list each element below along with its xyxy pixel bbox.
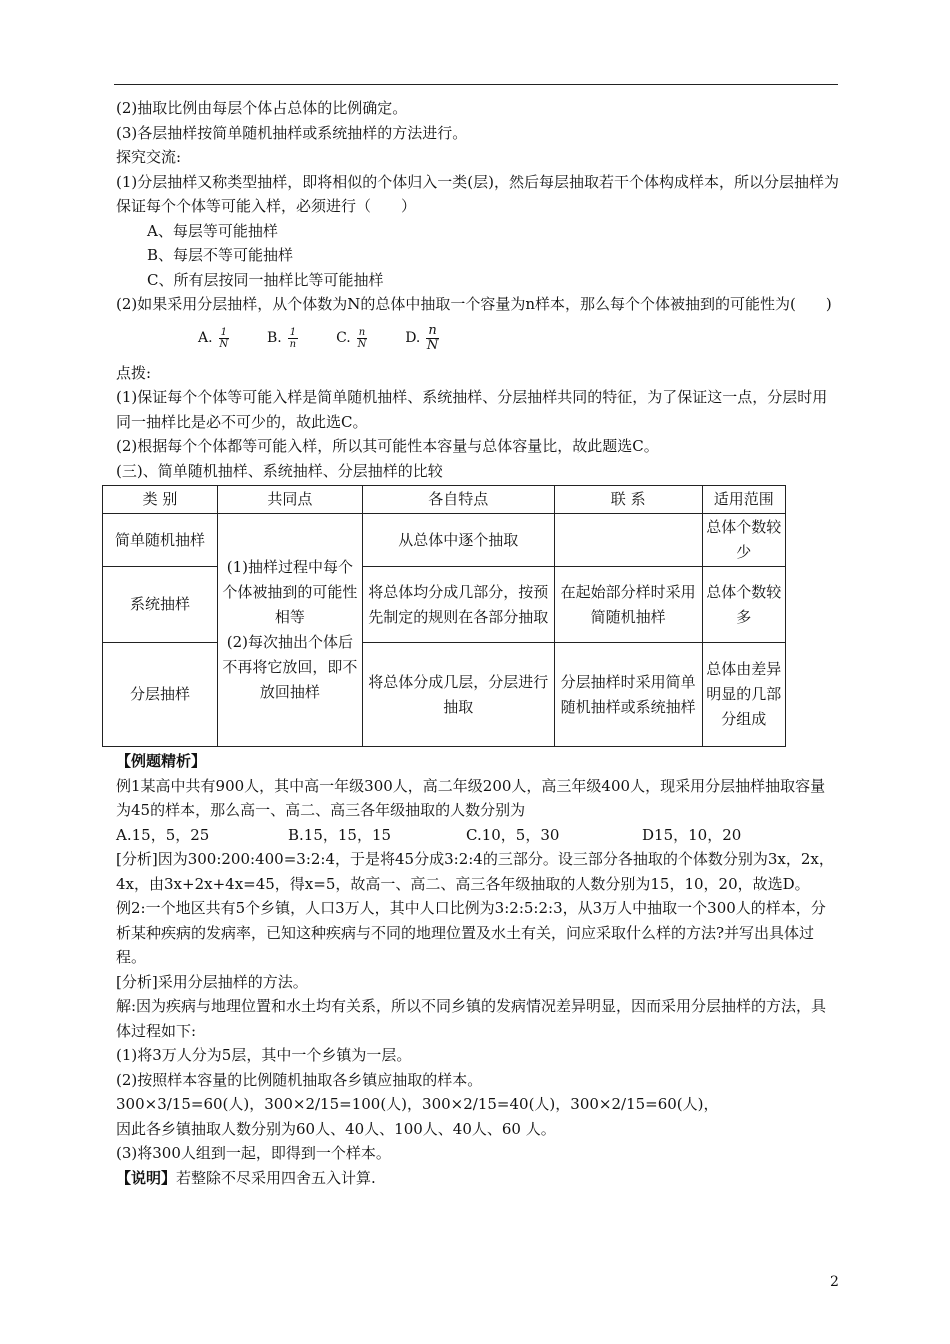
cell-common: (1)抽样过程中每个个体被抽到的可能性相等 (2)每次抽出个体后不再将它放回，即不放回抽样 [218, 514, 363, 747]
table-row [103, 643, 786, 747]
column-header: 联 系 [554, 486, 702, 514]
example-1-options [116, 823, 840, 848]
ex1-option: B.15，15，15 [288, 825, 392, 844]
comparison-table [102, 485, 786, 747]
q1-option-c: C、所有层按同一抽样比等可能抽样 [147, 270, 384, 289]
cell-scope: 总体个数较多 [702, 567, 785, 643]
fraction: $\frac{1}{N}$ [219, 327, 229, 350]
hint-1: (1)保证每个个体等可能入样是简单随机抽样、系统抽样、分层抽样共同的特征，为了保证这一点，分层时用同一抽样比是必不可少的，故此选C。 [116, 388, 828, 431]
example-2-line: (3)将300人组到一起，即得到一个样本。 [116, 1144, 391, 1162]
ex1-option: D15，10，20 [642, 825, 742, 844]
example-2-line: (1)将3万人分为5层，其中一个乡镇为一层。 [116, 1046, 412, 1064]
example-2-line: (2)按照样本容量的比例随机抽取各乡镇应抽取的样本。 [116, 1070, 483, 1089]
q2-option-b: B. $\frac{1}{n}$ [266, 327, 297, 350]
column-header: 各自特点 [362, 486, 554, 514]
q2-option-c: C. $\frac{n}{N}$ [336, 327, 367, 350]
cell-relation: 分层抽样时采用简单随机抽样或系统抽样 [554, 643, 702, 747]
text-line: (3)各层抽样按简单随机抽样或系统抽样的方法进行。 [116, 123, 468, 142]
page-number: 2 [830, 1274, 839, 1290]
table-row [103, 514, 786, 567]
cell-category: 系统抽样 [103, 567, 218, 643]
cell-feature: 从总体中逐个抽取 [362, 514, 554, 567]
note [116, 1166, 840, 1191]
table-header-row [103, 486, 786, 514]
ex1-option: C.10，5，30 [466, 825, 560, 844]
fraction: $\frac{1}{n}$ [289, 327, 297, 350]
header-rule [114, 84, 838, 85]
cell-relation [554, 514, 702, 567]
cell-category: 简单随机抽样 [103, 514, 218, 567]
column-header: 适用范围 [702, 486, 785, 514]
fraction: $\frac{n}{N}$ [357, 327, 367, 350]
note-label: 【说明】 [116, 1168, 177, 1187]
example-2-line: 例2:一个地区共有5个乡镇，人口3万人，其中人口比例为3:2:5:2:3，从3万人中抽取一个300人的样本，分析某种疾病的发病率，已知这种疾病与不同的地理位置及水土有关，问应采取什么样的方法?并写出具体过程。 [116, 899, 826, 966]
question-1: (1)分层抽样又称类型抽样，即将相似的个体归入一类(层)，然后每层抽取若干个体构成样本，所以分层抽样为保证每个个体等可能入样，必须进行（ ） [116, 172, 839, 215]
q1-option-a: A、每层等可能抽样 [147, 221, 278, 240]
table-row [103, 567, 786, 643]
hint-heading: 点拨: [116, 363, 152, 382]
q2-options [198, 317, 840, 361]
section-heading: (三)、简单随机抽样、系统抽样、分层抽样的比较 [116, 461, 443, 480]
hint-2: (2)根据每个个体都等可能入样，所以其可能性本容量与总体容量比，故此题选C。 [116, 437, 659, 455]
text-line: (2)抽取比例由每层个体占总体的比例确定。 [116, 99, 408, 117]
fraction: $\frac{n}{N}$ [426, 323, 439, 353]
ex1-option: A.15，5，25 [116, 825, 210, 844]
cell-feature: 将总体均分成几部分，按预先制定的规则在各部分抽取 [362, 567, 554, 643]
cell-category: 分层抽样 [103, 643, 218, 747]
cell-relation: 在起始部分样时采用简随机抽样 [554, 567, 702, 643]
cell-feature: 将总体分成几层，分层进行抽取 [362, 643, 554, 747]
q2-option-d: D. $\frac{n}{N}$ [405, 323, 439, 353]
example-1-text: 例1某高中共有900人，其中高一年级300人，高二年级200人，高三年级400人，现采用分层抽样抽取容量为45的样本，那么高一、高二、高三各年级抽取的人数分别为 [116, 776, 826, 819]
example-2-line: 300×3/15=60(人)，300×2/15=100(人)，300×2/15=40(人)，300×2/15=60(人)， [116, 1095, 719, 1113]
q2-option-a: A. $\frac{1}{N}$ [198, 327, 229, 350]
question-2: (2)如果采用分层抽样，从个体数为N的总体中抽取一个容量为n样本，那么每个个体被抽到的可能性为( ) [116, 295, 832, 313]
column-header: 类 别 [103, 486, 218, 514]
example-2-line: 因此各乡镇抽取人数分别为60人、40人、100人、40人、60 人。 [116, 1119, 556, 1138]
example-2-line: 解:因为疾病与地理位置和水土均有关系，所以不同乡镇的发病情况差异明显，因而采用分层抽样的方法，具体过程如下: [116, 997, 827, 1040]
q1-option-b: B、每层不等可能抽样 [147, 246, 294, 264]
text-line: 探究交流: [116, 148, 182, 166]
cell-scope: 总体个数较少 [702, 514, 785, 567]
note-text: 若整除不尽采用四舍五入计算. [176, 1168, 376, 1187]
page-content [116, 96, 840, 1190]
cell-scope: 总体由差异明显的几部分组成 [702, 643, 785, 747]
example-1-analysis: [分析]因为300:200:400=3:2:4，于是将45分成3:2:4的三部分。设三部分各抽取的个体数分别为3x，2x，4x，由3x+2x+4x=45，得x=5，故高一、高二、高三各年级抽取的人数分别为15，10，20，故选D。 [116, 850, 834, 893]
column-header: 共同点 [218, 486, 363, 514]
example-heading: 【例题精析】 [116, 752, 207, 770]
example-2-line: [分析]采用分层抽样的方法。 [116, 972, 308, 991]
